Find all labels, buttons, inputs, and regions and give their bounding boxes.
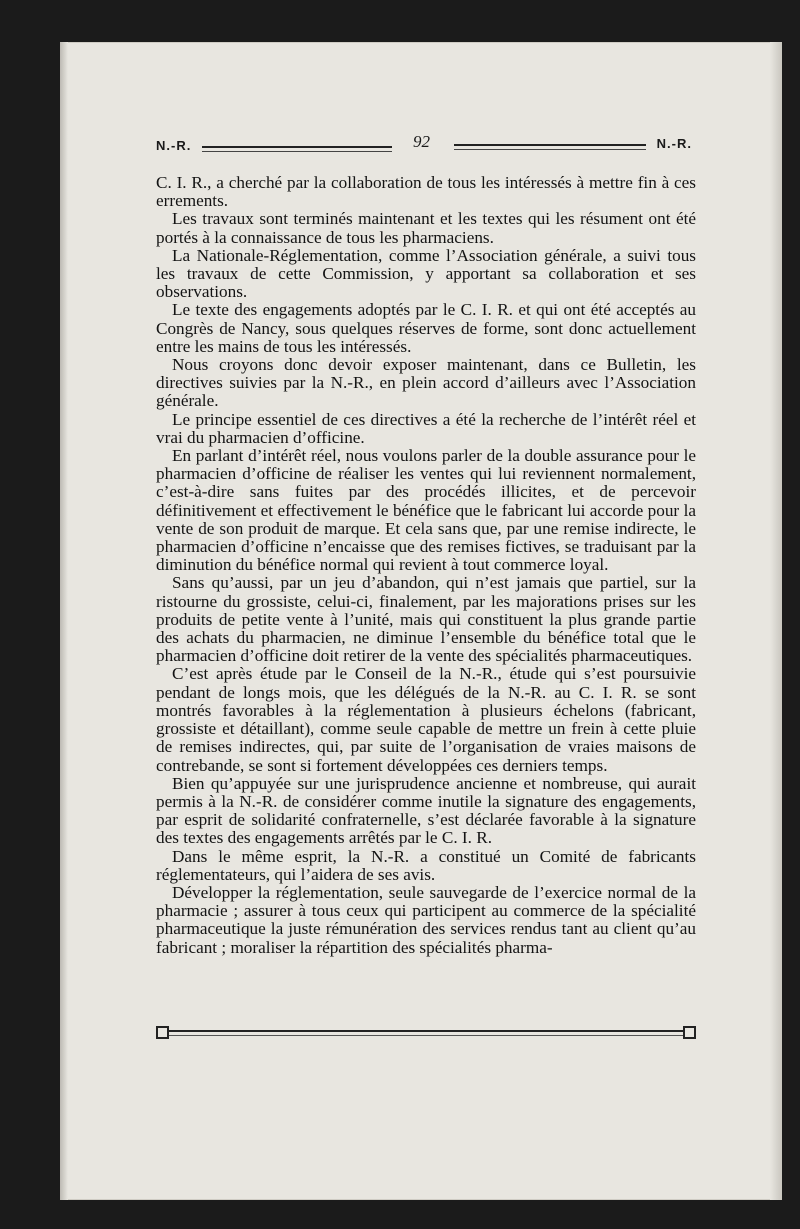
page-number: 92 xyxy=(413,132,430,151)
paragraph-9: C’est après étude par le Conseil de la N.-R., étude qui s’est poursuivie pendant de longs mois, que les délégués de la N.-R. au C. I. R. se sont montrés favorables à la réglementation à plusieurs échelons (fabricant, grossiste et détaillant), comme seule capable de mettre un frein à cette pluie de remises indirectes, qui, par suite de l’organisation de vraies maisons de contrebande, se sont si fortement développées ces derniers temps. xyxy=(156,664,696,775)
header-rule-right xyxy=(454,144,646,150)
footer-rule-end-left xyxy=(156,1026,169,1039)
paragraph-3: La Nationale-Réglementation, comme l’Association générale, a suivi tous les travaux de cette Commission, y apportant sa collaboration et ses observations. xyxy=(156,245,696,302)
footer-rule-bar xyxy=(164,1030,688,1036)
header-right-label: N.-R. xyxy=(656,136,692,151)
page-edge-shadow-right xyxy=(770,42,782,1200)
header-left-label: N.-R. xyxy=(156,138,192,153)
header-rule-left xyxy=(202,146,392,152)
footer-rule-end-right xyxy=(683,1026,696,1039)
paragraph-6: Le principe essentiel de ces directives a été la recherche de l’intérêt réel et vrai du pharmacien d’officine. xyxy=(156,409,696,447)
page-edge-shadow-left xyxy=(60,42,68,1200)
paragraph-8: Sans qu’aussi, par un jeu d’abandon, qui n’est jamais que partiel, sur la ristourne du grossiste, celui-ci, finalement, par les majorations prises sur les produits de petite vente à l’unité, mais qui constituent la plus grande partie des achats du pharmacien, ne diminue l’ensemble du bénéfice total que le pharmacien d’officine doit retirer de la vente des spécialités pharmaceutiques. xyxy=(156,573,696,666)
paragraph-11: Dans le même esprit, la N.-R. a constitué un Comité de fabricants réglementateurs, qui l’aidera de ses avis. xyxy=(156,846,696,884)
paragraph-10: Bien qu’appuyée sur une jurisprudence ancienne et nombreuse, qui aurait permis à la N.-R. de considérer comme inutile la signature des engagements, par esprit de solidarité confraternelle, s’est déclarée favorable à la signature des textes des engagements arrêtés par le C. I. R. xyxy=(156,773,696,848)
paragraph-5: Nous croyons donc devoir exposer maintenant, dans ce Bulletin, les directives suivies par la N.-R., en plein accord d’ailleurs avec l’Association générale. xyxy=(156,355,696,411)
paragraph-1: C. I. R., a cherché par la collaboration de tous les intéressés à mettre fin à ces errements. xyxy=(156,173,696,211)
footer-ornamental-rule xyxy=(156,1026,696,1038)
paragraph-4: Le texte des engagements adoptés par le C. I. R. et qui ont été acceptés au Congrès de Nancy, sous quelques réserves de forme, sont donc actuellement entre les mains de tous les intéressés. xyxy=(156,300,696,356)
paragraph-7: En parlant d’intérêt réel, nous voulons parler de la double assurance pour le pharmacien d’officine de réaliser les ventes qui lui reviennent normalement, c’est-à-dire sans fuites par des procédés illicites, et de percevoir définitivement et effectivement le bénéfice que le fabricant lui accorde pour la vente de son produit de marque. Et cela sans que, par une remise indirecte, le pharmacien d’officine n’encaisse que des remises fictives, se traduisant par la diminution du bénéfice normal qui revient à tout commerce loyal. xyxy=(156,446,696,575)
paragraph-2: Les travaux sont terminés maintenant et les textes qui les résument ont été portés à la connaissance de tous les pharmaciens. xyxy=(156,209,696,247)
running-header xyxy=(156,134,692,158)
article-body xyxy=(156,174,696,957)
paragraph-12: Développer la réglementation, seule sauvegarde de l’exercice normal de la pharmacie ; assurer à tous ceux qui participent au commerce de la spécialité pharmaceutique la juste rémunération des services rendus tant au client qu’au fabricant ; moraliser la répartition des spécialités pharma- xyxy=(156,882,696,957)
